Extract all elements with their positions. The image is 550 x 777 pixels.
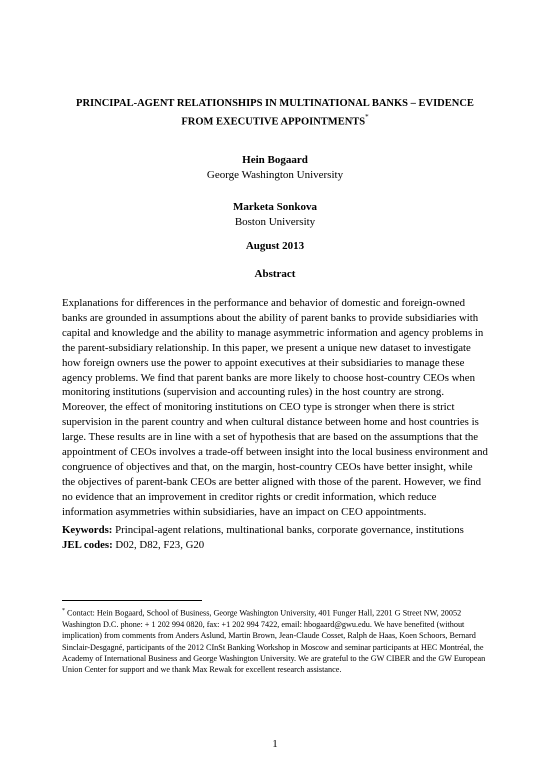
author-2-name: Marketa Sonkova xyxy=(232,201,318,213)
abstract-body: Explanations for differences in the performance and behavior of domestic and foreign-owned banks are grounded in assumptions about the ability of parent banks to provide subsidiaries with capital and knowledge and the ability to manage asymmetric information and agency problems in the parent-subsidiary relationship. In this paper, we present a unique new dataset to investigate how foreign owners use the power to appoint executives at their subsidiaries to manage these agency problems. We find that parent banks are more likely to choose host-country CEOs when monitoring institutions (supervision and accounting rules) in the host country are strong. Moreover, the effect of monitoring institutions on CEO type is stronger when there is strict supervision in the parent country and when cultural distance between home and host countries is large. These results are in line with a set of hypothesis that are based on the assumptions that the appointment of CEOs involves a trade-off between insight into the local business environment and congruence of objectives and that, on the margin, host-country CEOs have better insight, while the objectives of parent-bank CEOs are better aligned with those of the parent. However, we find no evidence that an improvement in creditor rights or credit information, which reduce information asymmetries within subsidiaries, have an impact on CEO appointments. xyxy=(62,297,488,518)
title-footnote-mark: * xyxy=(365,113,369,121)
paper-date: August 2013 xyxy=(245,240,305,252)
keywords-line xyxy=(62,523,488,538)
footnote-separator xyxy=(62,600,202,601)
footnote-text: Contact: Hein Bogaard, School of Business, George Washington University, 401 Funger Hall, 2201 G Street NW, 20052 Washington D.C. phone: + 1 202 994 0820, fax: +1 202 994 7422, email: hbogaard@gwu.edu. We have benefited (without implication) from comments from Anders Aslund, Martin Brown, Jean-Claude Cosset, Ralph de Haas, Koen Schoors, Bernard Sinclair-Desgagné, participants of the 2012 CInSt Banking Workshop in Moscow and seminar participants at HEC Montréal, the Academy of International Business and George Washington University. We are grateful to the GW CIBER and the GW European Union Center for support and we thank Max Rewak for excellent research assistance. xyxy=(62,608,486,675)
footnote-mark: * xyxy=(62,608,65,614)
jel-value: D02, D82, F23, G20 xyxy=(115,539,205,551)
keywords-value: Principal-agent relations, multinational banks, corporate governance, institutions xyxy=(115,524,464,536)
paper-title xyxy=(62,96,488,130)
author-1-affiliation: George Washington University xyxy=(206,169,344,181)
abstract-heading: Abstract xyxy=(254,268,296,280)
author-1-name: Hein Bogaard xyxy=(242,154,308,166)
page-number: 1 xyxy=(272,738,278,750)
footnote xyxy=(62,606,488,676)
title-line-1: PRINCIPAL-AGENT RELATIONSHIPS IN MULTINATIONAL BANKS – EVIDENCE xyxy=(76,98,474,109)
jel-label: JEL codes: xyxy=(62,539,113,551)
keywords-label: Keywords: xyxy=(62,524,113,536)
author-2-affiliation: Boston University xyxy=(234,216,316,228)
title-line-2: FROM EXECUTIVE APPOINTMENTS xyxy=(181,116,366,128)
jel-line xyxy=(62,538,488,553)
